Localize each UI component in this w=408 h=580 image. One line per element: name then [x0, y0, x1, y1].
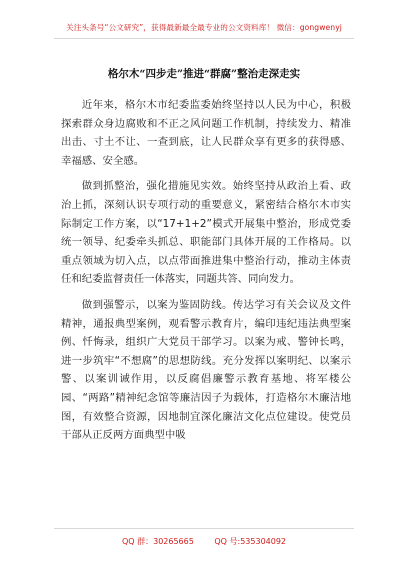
header-banner: 关注头条号“公文研究”，获得最新最全最专业的公文资料库！ 微信：gongwenyj: [66, 23, 342, 32]
paragraph: 做到强警示，以案为鉴固防线。传达学习有关会议及文件精神，通报典型案例，观看警示教育片，编印违纪违法典型案例、忏悔录，组织广大党员干部学习。以案为戒、警钟长鸣，进一步筑牢“不想腐”的思想防线。充分发挥以案明纪、以案示警、以案训诫作用，以反腐倡廉警示教育基地、将军楼公园、“两路”精神纪念馆等廉洁因子为载体，打造格尔木廉洁地图，有效整合资源，因地制宜深化廉洁文化点位建设。使党员干部从正反两方面典型中吸: [61, 298, 351, 442]
qq-group-number: QQ 群：30265665: [121, 537, 194, 546]
document-body: [61, 96, 351, 452]
footer-divider: [54, 528, 354, 529]
paragraph: 做到抓整治，强化措施见实效。始终坚持从政治上看、政治上抓，深刻认识专项行动的重要意义，紧密结合格尔木市实际制定工作方案，以“17+1+2”模式开展集中整治，形成党委统一领导、纪委牵头抓总、职能部门具体开展的工作格局。以重点领域为切入点，以点带面推进集中整治行动，推动主体责任和纪委监督责任一体落实，同题共答、同向发力。: [61, 180, 351, 286]
header-divider: [54, 38, 354, 39]
footer-contacts: [0, 536, 408, 547]
paragraph: 近年来，格尔木市纪委监委始终坚持以人民为中心，积极探索群众身边腐败和不正之风问题工作机制，持续发力、精准出击、寸土不让、一查到底，让人民群众享有更多的获得感、幸福感、安全感。: [61, 99, 351, 167]
document-title: 格尔木“四步走”推进“群腐”整治走深走实: [107, 68, 301, 80]
qq-number: QQ 号:535304092: [214, 537, 287, 546]
